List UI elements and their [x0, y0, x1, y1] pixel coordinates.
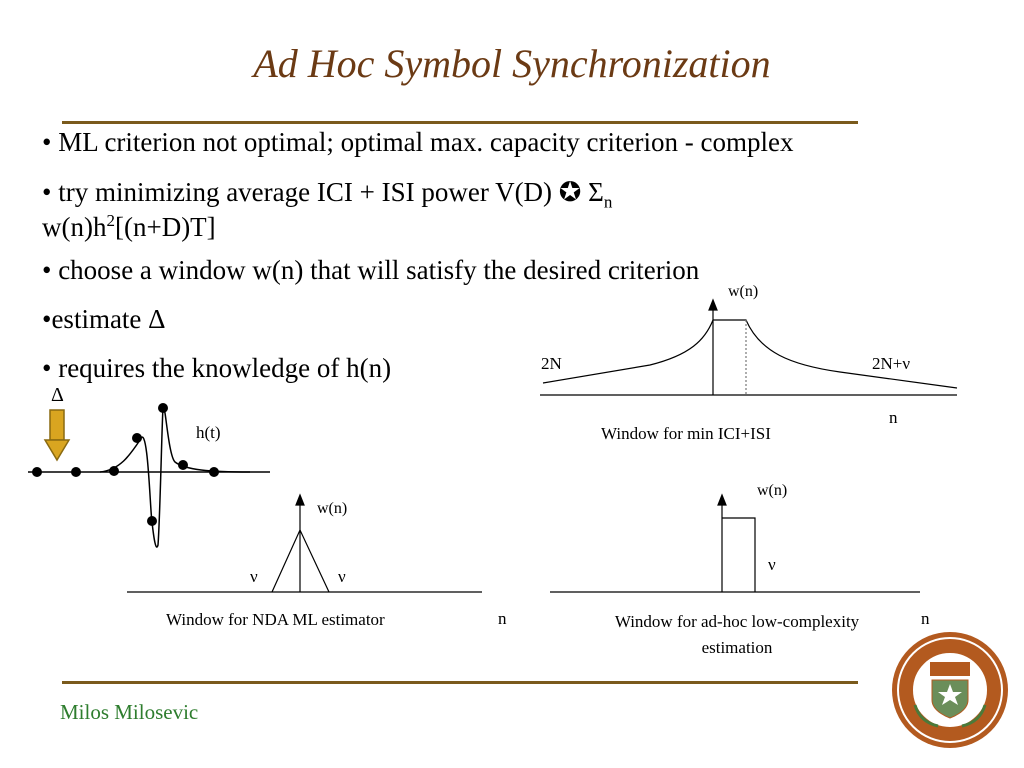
star-symbol-icon: ✪	[558, 177, 582, 207]
university-seal-icon	[892, 632, 1008, 748]
nu-right-label: ν	[338, 567, 346, 586]
nu-left-label: ν	[250, 567, 258, 586]
nda-ml-diagram	[127, 495, 482, 592]
bullet-ml-criterion: • ML criterion not optimal; optimal max. capacity criterion - complex	[42, 127, 794, 157]
bottom-divider	[62, 681, 858, 684]
axis-arrow	[718, 495, 726, 505]
bullet-estimate-delta: •estimate Δ	[42, 304, 166, 334]
impulse-waveform	[100, 407, 250, 547]
n-axis-label: n	[921, 609, 930, 628]
2n-plus-nu-label: 2N+ν	[872, 354, 911, 373]
delta-arrow-shaft	[50, 410, 64, 440]
n-axis-label: n	[889, 408, 898, 427]
delta-label: Δ	[51, 384, 64, 406]
ad-hoc-caption	[572, 609, 902, 661]
author-footer: Milos Milosevic	[60, 700, 199, 724]
sample-point	[71, 467, 81, 477]
formula-superscript: 2	[106, 211, 115, 230]
rect-window	[722, 518, 755, 592]
sample-point	[147, 516, 157, 526]
min-ici-isi-caption: Window for min ICI+ISI	[601, 424, 771, 443]
sigma-symbol: Σ	[581, 177, 604, 207]
axis-arrow	[709, 300, 717, 310]
sample-point	[209, 467, 219, 477]
bullet-requires-h: • requires the knowledge of h(n)	[42, 353, 392, 383]
sample-point	[132, 433, 142, 443]
sample-point	[158, 403, 168, 413]
2n-label: 2N	[541, 354, 562, 373]
axis-arrow	[296, 495, 304, 505]
slide-title: Ad Hoc Symbol Synchronization	[253, 41, 771, 86]
w-n-label: w(n)	[728, 283, 759, 300]
impulse-response-diagram	[28, 403, 270, 547]
ad-hoc-diagram	[550, 495, 920, 592]
sample-point	[178, 460, 188, 470]
w-n-label: w(n)	[317, 500, 348, 517]
min-ici-isi-diagram	[540, 300, 957, 395]
delta-arrow-head	[45, 440, 69, 460]
bullet-choose-window: • choose a window w(n) that will satisfy the desired criterion	[42, 255, 700, 285]
n-axis-label: n	[498, 609, 507, 628]
nda-ml-caption: Window for NDA ML estimator	[166, 610, 385, 629]
formula-part: w(n)h	[42, 212, 107, 242]
formula-part: [(n+D)T]	[114, 212, 216, 242]
caption-line: Window for ad-hoc low-complexity	[614, 612, 860, 631]
h-t-label: h(t)	[196, 423, 221, 442]
sigma-subscript: n	[603, 192, 613, 212]
sample-point	[32, 467, 42, 477]
w-n-label: w(n)	[757, 482, 788, 499]
sample-point	[109, 466, 119, 476]
nu-label: ν	[768, 555, 776, 574]
caption-line: estimation	[701, 638, 773, 657]
bullet-text: • try minimizing average ICI + ISI power V(D)	[42, 177, 559, 207]
